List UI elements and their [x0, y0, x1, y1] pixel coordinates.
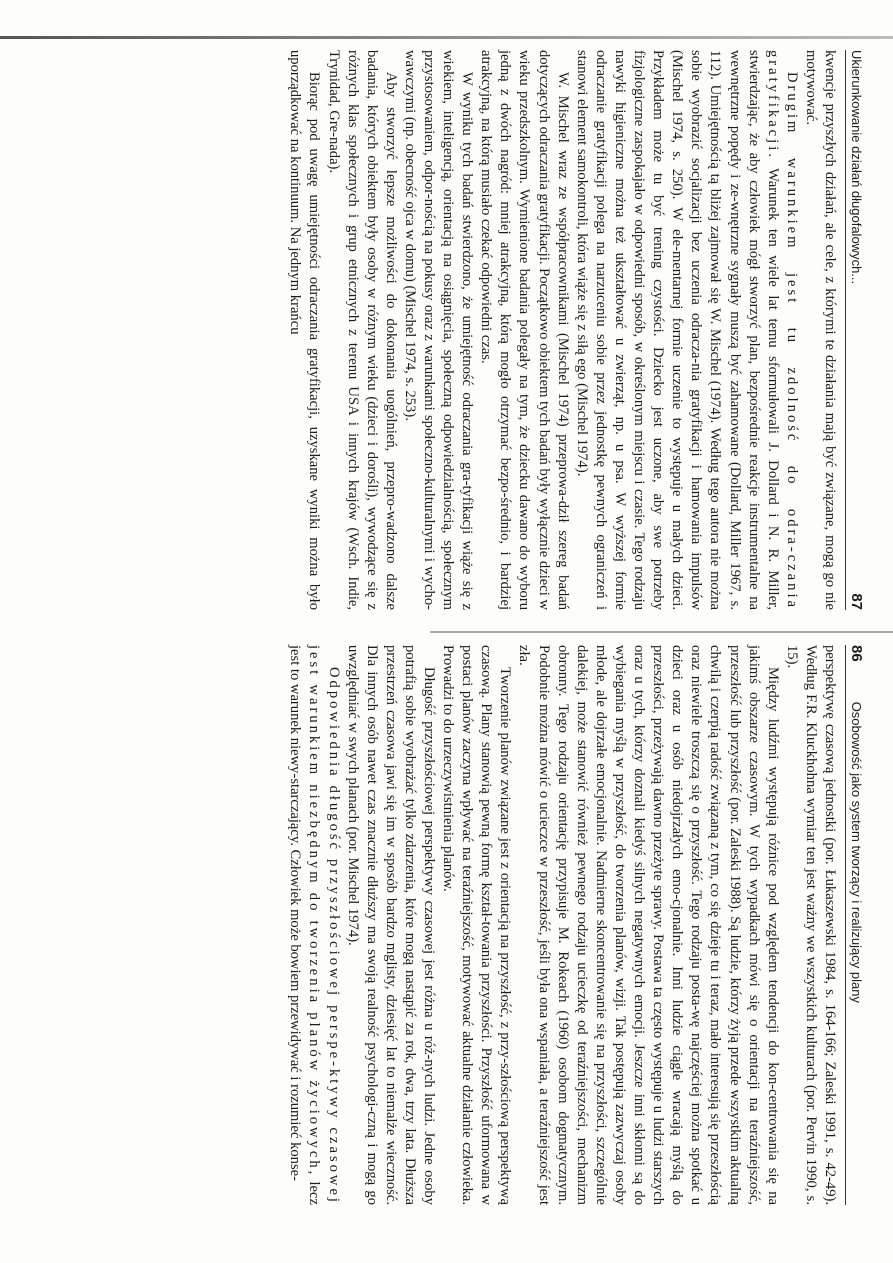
paragraph-tail: lecz jest to warunek niewy-starczający. Człowiek może bowiem przewidywać i rozumieć konse- — [287, 645, 323, 1205]
page-number: 87 — [848, 593, 865, 610]
paragraph: kwencje przyszłych działań, ale cele, z którymi te działania mają być związane, mogą go nie motywować. — [802, 50, 838, 610]
running-head: Osobowość jako system tworzący i realizujący plany — [849, 701, 864, 1003]
page-86-header — [845, 645, 865, 1205]
scan-edge-top — [0, 36, 893, 39]
page-87-body — [285, 50, 839, 610]
running-head: Ukierunkowanie działań długofalowych... — [849, 50, 864, 285]
paragraph-tail: Warunek ten wiele lat temu sformułowali J. Dollard i N. R. Miller, stwierdzając, że aby człowiek mógł stworzyć plan, bezpośrednie reakcje instrumentalne na wewnętrzne popędy i ze-wnętrzne sygnały muszą być zahamowane (Dollard, Miller 1967, s. 112). Umiejętnością tą bliżej zajmował się W. Mischel (1974). Według tego autora nie można sobie wyobrazić socjalizacji bez uczenia odracza-nia gratyfikacji i hamowania impulsów (Mischel 1974, s. 250). W ele-mentarnej formie uczenie to występuje u małych dzieci. Przykładem może tu być trening czystości. Dziecko jest uczone, aby swe potrzeby fizjologiczne zaspokajało w odpowiedni sposób, w określonym miejscu i czasie. Tego rodzaju nawyki higieniczne można też ukształtować u zwierząt, np. u psa. W wyższej formie odraczanie gratyfikacji polega na narzuceniu sobie przez jednostkę pewnych ograniczeń i stanowi element samokontroli, która wiąże się z siłą ego (Mischel 1974). — [573, 50, 781, 610]
spaced-emphasis: Drugim warunkiem jest tu zdolność do odra-czania gratyfikacji. — [764, 50, 800, 610]
scan-fold-line — [430, 631, 893, 633]
paragraph: W. Mischel wraz ze współpracownikami (Mischel 1974) przeprowa-dził szereg badań dotyczących odraczania gratyfikacji. Początkowo obiektem tych badań były wyłącznie dzieci w wieku przedszkolnym. Wymienione badania polegały na tym, że dziecku dawano do wyboru jedną z dwóch nagród: mniej atrakcyjną, którą mogło otrzymać bezpo-średnio, i bardziej atrakcyjną, na którą musiało czekać odpowiedni czas. — [478, 50, 571, 610]
page-number: 86 — [848, 645, 865, 662]
paragraph — [572, 50, 801, 610]
paragraph: perspektywę czasową jednostki (por. Łukaszewski 1984, s. 164-166; Zaleski 1991, s. 42-49). Według F.R. Kluckhohna wymiar ten jest ważny we wszystkich kulturach (por. Pervin 1990, s. 15). — [783, 645, 838, 1205]
paragraph: Długość przyszłościowej perspektywy czasowej jest różna u róż-nych ludzi. Jedne osoby potrafią sobie wyobrażać tylko zdarzenia, które mogą nastąpić za rok, dwa, trzy lata. Dłuższa przestrzeń czasowa jawi się im w sposób bardzo mglisty, dziesięć lat to niemalże wieczność. Dla innych osób nawet czas znacznie dłuższy ma swoją realność psychologi-czną i mogą go uwzględniać w swych planach (por. Mischel 1974). — [344, 645, 438, 1205]
paragraph: Tworzenie planów związane jest z orientacją na przyszłość, z przy-szłościową perspektywą czasową. Plany stanowią pewną formę kształ-towania przyszłości. Przyszłość uformowana w postaci planów zaczyna wpływać na teraźniejszość, motywować aktualne działanie człowieka. Prowadzi to do urzeczywistnienia planów. — [440, 645, 514, 1205]
paragraph: Biorąc pod uwagę umiejętności odraczania gratyfikacji, uzyskane wyniki można było uporządkować na kontinuum. Na jednym krańcu — [287, 50, 323, 610]
paragraph: Aby stworzyć lepsze możliwości do dokonania uogólnień, przepro-wadzono dalsze badania, których obiektem były osoby w różnym wieku (dzieci i dorośli), wywodzące się z różnych klas społecznych i grup etnicznych z terenu USA i innych krajów (Wsch. Indie, Trynidad, Gre-nada). — [325, 50, 399, 610]
paragraph: Między ludźmi występują różnice pod względem tendencji do kon-centrowania się na jakimś obszarze czasowym. W tych wypadkach mówi się o orientacji na teraźniejszość, przeszłość lub przyszłość (por. Zaleski 1988). Są ludzie, którzy żyją przede wszystkim aktualną chwilą i czerpią radość związaną z tym, co się dzieje tu i teraz, mało interesują się przeszłością oraz niewiele troszczą się o przyszłość. Tego rodzaju posta-wę najczęściej można spotkać u dzieci oraz u osób niedojrzałych emo-cjonalnie. Inni ludzie ciągle wracają myślą do przeszłości, przeżywają dawno przeżyte sprawy. Postawa ta często występuje u ludzi starszych oraz u tych, którzy doznali kiedyś silnych negatywnych emocji. Jeszcze inni skłonni są do wybiegania myślą w przyszłość, do tworzenia planów, wizji. Tak postępują zazwyczaj osoby młode, ale dojrzałe emocjonalnie. Nadmierne skoncentrowanie się na przyszłości, szczególnie dalekiej, może stanowić również pewnego rodzaju ucieczkę od teraźniejszości, mechanizm obronny. Tego rodzaju orientację przypisuje M. Rokeach (1960) osobom dogmatycznym. Podobnie można mówić o ucieczce w przeszłość, jeśli była ona wspaniała, a teraźniejszość jest zła. — [516, 645, 781, 1205]
spaced-emphasis: Odpowiednia długość przyszłościowej perspe-ktywy czasowej jest warunkiem niezbędnym do tworzenia planów życiowych, — [306, 645, 342, 1205]
paragraph: W wyniku tych badań stwierdzono, że umiejętność odraczania gra-tyfikacji wiąże się z wiekiem, inteligencją, orientacją na osiągnięcia, społeczną odpowiedzialnością, społecznym przystosowaniem, odpor-nością na pokusy oraz z warunkami społeczno-kulturalnymi i wycho-wawczymi (np. obecność ojca w domu) (Mischel 1974, s. 253). — [401, 50, 476, 610]
page-86-body — [285, 645, 839, 1205]
paragraph — [285, 645, 342, 1205]
page-87-header — [845, 50, 865, 610]
